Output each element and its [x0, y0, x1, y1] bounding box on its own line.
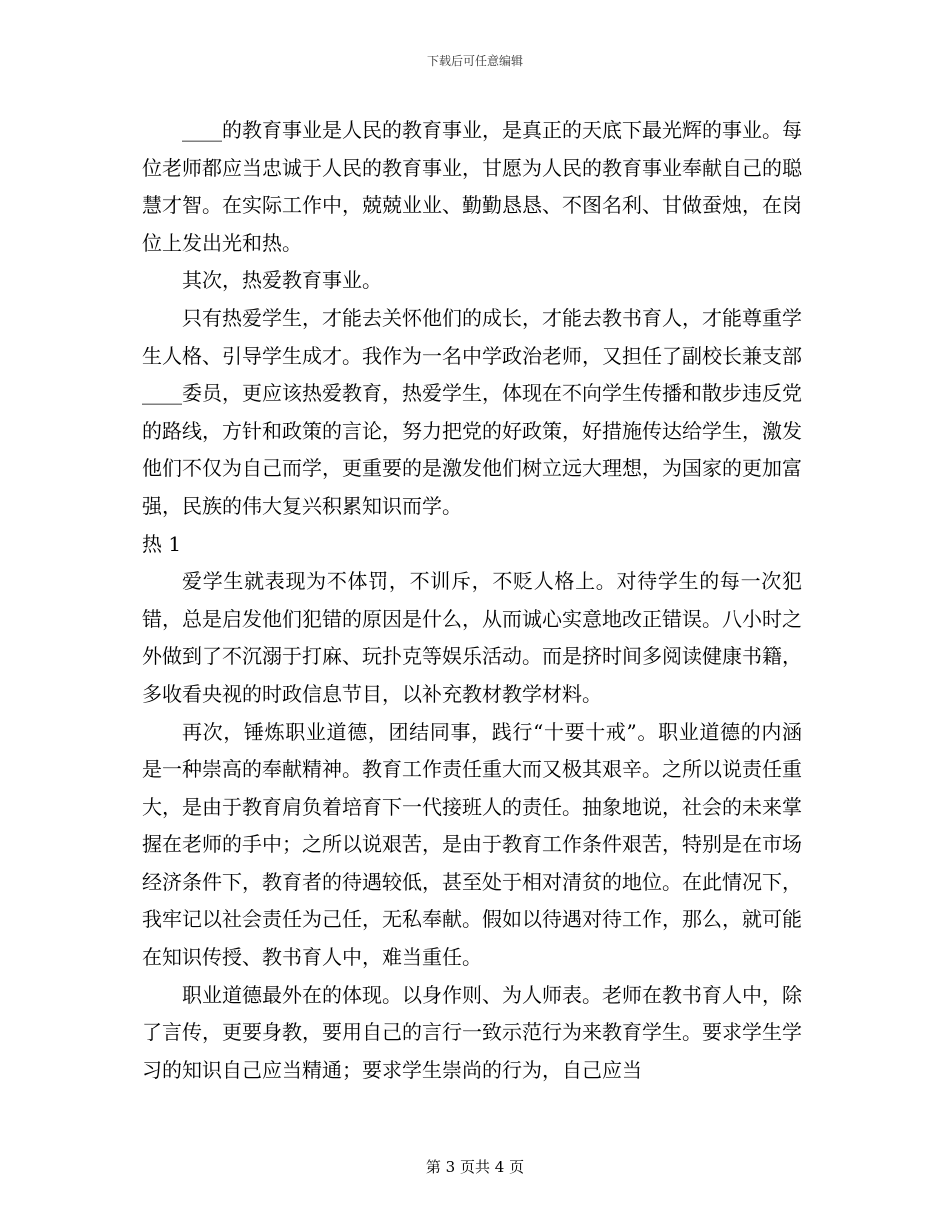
paragraph: 其次，热爱教育事业。: [182, 268, 382, 293]
paragraph: 职业道德最外在的体现。以身作则、为人师表。老师在教书育人中，除了言传，更要身教，要用自己的言行一致示范行为来教育学生。要求学生学习的知识自己应当精通；要求学生崇尚的行为，自己应当: [142, 982, 802, 1082]
paragraph: 热 1: [142, 531, 182, 556]
paragraph: ____的教育事业是人民的教育事业，是真正的天底下最光辉的事业。每位老师都应当忠诚于人民的教育事业，甘愿为人民的教育事业奉献自己的聪慧才智。在实际工作中，兢兢业业、勤勤恳恳、不图名利、甘做蚕烛，在岗位上发出光和热。: [142, 118, 802, 255]
document-body: [142, 112, 802, 1089]
page-header-note: 下载后可任意编辑: [426, 54, 523, 68]
paragraph: 爱学生就表现为不体罚，不训斥，不贬人格上。对待学生的每一次犯错，总是启发他们犯错的原因是什么，从而诚心实意地改正错误。八小时之外做到了不沉溺于打麻、玩扑克等娱乐活动。而是挤时间多阅读健康书籍，多收看央视的时政信息节目，以补充教材教学材料。: [142, 569, 802, 706]
paragraph: 只有热爱学生，才能去关怀他们的成长，才能去教书育人，才能尊重学生人格、引导学生成才。我作为一名中学政治老师，又担任了副校长兼支部____委员，更应该热爱教育，热爱学生，体现在不向学生传播和散步违反党的路线，方针和政策的言论，努力把党的好政策，好措施传达给学生，激发他们不仅为自己而学，更重要的是激发他们树立远大理想，为国家的更加富强，民族的伟大复兴积累知识而学。: [142, 305, 802, 518]
paragraph: 再次，锤炼职业道德，团结同事，践行“十要十戒”。职业道德的内涵是一种崇高的奉献精神。教育工作责任重大而又极其艰辛。之所以说责任重大，是由于教育肩负着培育下一代接班人的责任。抽象地说，社会的未来掌握在老师的手中；之所以说艰苦，是由于教育工作条件艰苦，特别是在市场经济条件下，教育者的待遇较低，甚至处于相对清贫的地位。在此情况下，我牢记以社会责任为己任，无私奉献。假如以待遇对待工作，那么，就可能在知识传授、教书育人中，难当重任。: [142, 719, 802, 970]
page-number-footer: 第 3 页共 4 页: [425, 1158, 525, 1176]
